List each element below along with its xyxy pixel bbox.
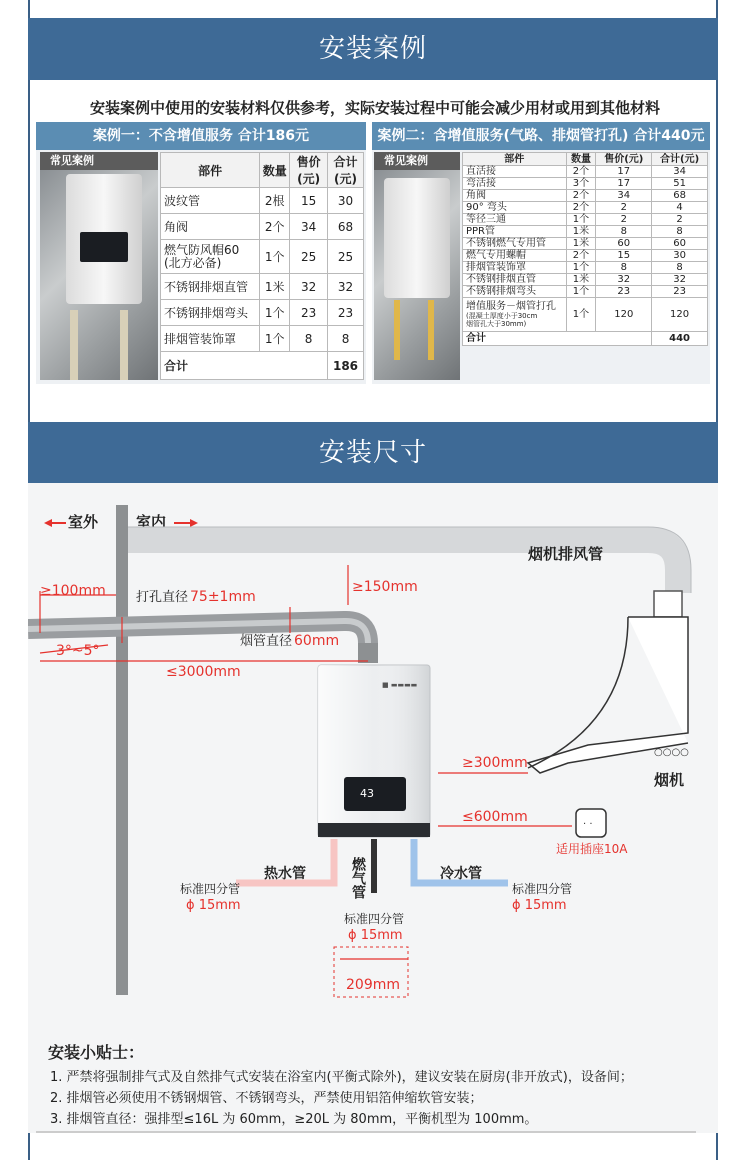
case1-header-qty: 数量: [260, 153, 290, 188]
case2-cell: 17: [596, 178, 652, 190]
hood-chimney: [654, 591, 682, 617]
case2-cell: 120: [652, 298, 708, 332]
case2-photo-label: 常见案例: [374, 152, 460, 170]
case2-cell: 34: [596, 190, 652, 202]
wall: [116, 505, 128, 995]
tip-item-1: 1. 严禁将强制排气式及自然排气式安装在浴室内(平衡式除外)，建议安装在厨房(非开放式)，设备间；: [50, 1070, 633, 1085]
case2-cell: 8: [652, 262, 708, 274]
case1-total-label: 合计: [161, 352, 328, 380]
case1-cell: 2个: [260, 214, 290, 240]
case2-cell: 8: [652, 226, 708, 238]
case2-service-note1: (混凝土厚度小于30cm: [466, 311, 538, 320]
heater-display: [344, 777, 406, 811]
case1-cell: 23: [290, 300, 328, 326]
case2-cell: 68: [652, 190, 708, 202]
outdoor-label: 室外: [68, 513, 99, 531]
case1-title: 案例一：不含增值服务 合计186元: [36, 122, 366, 150]
table-row: [463, 178, 708, 190]
case1-cell: 32: [290, 274, 328, 300]
case1-cell: 1个: [260, 240, 290, 274]
gap-wall-label: ≥100mm: [40, 583, 106, 599]
case2-cell: 等径三通: [463, 214, 567, 226]
case2-cell: 1个: [566, 262, 596, 274]
heater-display-readout: 43: [360, 787, 374, 800]
table-row: [161, 300, 364, 326]
section-title-cases: 安装案例: [318, 34, 427, 64]
case2-cell: 30: [652, 250, 708, 262]
case2-service-cell: [463, 298, 567, 332]
flue-connector: [358, 643, 378, 663]
case2-cell: 2个: [566, 166, 596, 178]
case1-total-value: 186: [328, 352, 364, 380]
case1-header-part: 部件: [161, 153, 260, 188]
case2-cell: 2个: [566, 250, 596, 262]
case2-cell: 34: [652, 166, 708, 178]
table-row: [463, 238, 708, 250]
hole-value: 75±1mm: [190, 589, 256, 605]
hole-label: 打孔直径: [136, 590, 189, 605]
case1-cell: 2根: [260, 188, 290, 214]
table-row: [463, 202, 708, 214]
table-row: [463, 190, 708, 202]
case2-card: [372, 122, 710, 384]
case2-header-price: 售价(元): [596, 153, 652, 166]
table-row: [161, 326, 364, 352]
case2-photo: [374, 170, 460, 380]
case1-header-price: 售价(元): [290, 153, 328, 188]
case2-cell: 2个: [566, 202, 596, 214]
case1-cell: 25: [328, 240, 364, 274]
heater-logo: ■ ▬▬▬▬: [382, 681, 418, 689]
tip-item-2: 2. 排烟管必须使用不锈钢烟管、不锈钢弯头，严禁使用铝箔伸缩软管安装；: [50, 1091, 483, 1106]
case2-cell: 23: [596, 286, 652, 298]
case1-cell: 68: [328, 214, 364, 240]
case1-heater-display: [80, 232, 128, 262]
case2-cell: 8: [596, 262, 652, 274]
indoor-label: 室内: [136, 513, 167, 531]
case2-cell: 不锈钢排烟弯头: [463, 286, 567, 298]
case2-cell: 4: [652, 202, 708, 214]
case1-cell: 25: [290, 240, 328, 274]
case1-cell: 1米: [260, 274, 290, 300]
case2-cell: 2: [596, 214, 652, 226]
case2-title: 案例二：含增值服务(气路、排烟管打孔) 合计440元: [372, 122, 710, 150]
case2-cell: 2: [596, 202, 652, 214]
case2-cell: 2个: [566, 190, 596, 202]
case1-cell: 30: [328, 188, 364, 214]
case2-cell: 弯活接: [463, 178, 567, 190]
cold-phi: ϕ 15mm: [512, 898, 567, 913]
cold-pipe-label: 冷水管: [440, 866, 482, 882]
gas-phi: ϕ 15mm: [348, 928, 403, 943]
table-row: [463, 286, 708, 298]
case2-cell: 120: [596, 298, 652, 332]
hot-pipe-label: 热水管: [264, 866, 306, 882]
case1-cell: 1个: [260, 300, 290, 326]
table-row: [463, 274, 708, 286]
case2-cell: 15: [596, 250, 652, 262]
tip-item-3: 3. 排烟管直径：强排型≤16L 为 60mm，≥20L 为 80mm，平衡机型为 100mm。: [50, 1112, 538, 1127]
case2-pipe-image: [394, 300, 400, 360]
case2-cell: 1个: [566, 286, 596, 298]
span-label: 209mm: [346, 977, 400, 993]
above-gap-label: ≥150mm: [352, 579, 418, 595]
case2-cell: 角阀: [463, 190, 567, 202]
pipe-diam-label: 烟管直径: [240, 634, 293, 649]
case2-cell: 不锈钢燃气专用管: [463, 238, 567, 250]
case2-cell: 1个: [566, 214, 596, 226]
case1-photo-label: 常见案例: [40, 152, 158, 170]
case2-service-name: 增值服务－烟管打孔: [466, 300, 556, 312]
case2-cell: 60: [652, 238, 708, 250]
case2-cell: 90° 弯头: [463, 202, 567, 214]
case1-cell: 燃气防风帽60 (北方必备): [161, 240, 260, 274]
case1-cell: 角阀: [161, 214, 260, 240]
table-row-total: [161, 352, 364, 380]
case1-cell: 排烟管装饰罩: [161, 326, 260, 352]
case2-cell: 23: [652, 286, 708, 298]
case2-header-sum: 合计(元): [652, 153, 708, 166]
case1-cell: 不锈钢排烟弯头: [161, 300, 260, 326]
notice-text: 安装案例中使用的安装材料仅供参考，实际安装过程中可能会减少用材或用到其他材料: [89, 99, 660, 117]
case2-pipe-image-2: [428, 300, 434, 360]
case1-pipe-image-2: [120, 310, 128, 380]
case1-cell: 8: [290, 326, 328, 352]
case2-heater-image: [384, 178, 450, 298]
case2-header-part: 部件: [463, 153, 567, 166]
case2-total-value: 440: [652, 332, 708, 346]
table-row: [463, 262, 708, 274]
case1-cell: 不锈钢排烟直管: [161, 274, 260, 300]
case2-cell: 燃气专用螺帽: [463, 250, 567, 262]
socket-label: 适用插座10A: [556, 842, 628, 856]
water-heater-shading: [318, 665, 430, 837]
section-banner-cases: [28, 18, 718, 80]
case2-service-note2: 烟管孔大于30mm): [466, 319, 527, 328]
case2-cell: 排烟管装饰罩: [463, 262, 567, 274]
case2-cell: 32: [596, 274, 652, 286]
bottom-rule: [36, 1131, 696, 1133]
case2-cell: 17: [596, 166, 652, 178]
table-row: [463, 214, 708, 226]
pipe-diam-value: 60mm: [294, 633, 340, 649]
table-row: [463, 226, 708, 238]
table-row: [161, 240, 364, 274]
case2-cell: 1米: [566, 274, 596, 286]
max-len-label: ≤3000mm: [166, 664, 241, 680]
tips-title: 安装小贴士：: [48, 1043, 145, 1062]
duct-label: 烟机排风管: [528, 545, 604, 563]
case2-cell: 1个: [566, 298, 596, 332]
section-title-size: 安装尺寸: [318, 438, 427, 468]
cold-std-pipe: 标准四分管: [512, 882, 573, 896]
case2-header-qty: 数量: [566, 153, 596, 166]
case1-cell: 8: [328, 326, 364, 352]
hot-phi: ϕ 15mm: [186, 898, 241, 913]
case1-cell: 15: [290, 188, 328, 214]
case1-card: [36, 122, 366, 384]
table-row: [463, 250, 708, 262]
case2-cell: 32: [652, 274, 708, 286]
case2-cell: 2: [652, 214, 708, 226]
hot-std-pipe: 标准四分管: [180, 882, 241, 896]
socket-holes-icon: · ·: [583, 819, 593, 830]
case1-cell: 1个: [260, 326, 290, 352]
table-row: [463, 166, 708, 178]
case1-cell: 34: [290, 214, 328, 240]
hood-label: 烟机: [654, 771, 685, 789]
case1-pipe-image: [70, 310, 78, 380]
gas-std-pipe: 标准四分管: [344, 912, 405, 926]
case1-cell: 32: [328, 274, 364, 300]
case1-photo: [40, 170, 158, 380]
case2-cell: PPR管: [463, 226, 567, 238]
case2-cell: 直活接: [463, 166, 567, 178]
hood-gap-label: ≥300mm: [462, 755, 528, 771]
table-row-service: [463, 298, 708, 332]
case2-total-label: 合计: [463, 332, 652, 346]
case1-cell: 23: [328, 300, 364, 326]
table-row: [161, 188, 364, 214]
table-row: [161, 214, 364, 240]
case1-cell: 波纹管: [161, 188, 260, 214]
case1-table: [160, 152, 364, 380]
table-row: [161, 274, 364, 300]
gas-pipe-label: 燃气管: [350, 857, 366, 899]
case2-cell: 不锈钢排烟直管: [463, 274, 567, 286]
case2-cell: 51: [652, 178, 708, 190]
socket-gap-label: ≤600mm: [462, 809, 528, 825]
case2-cell: 1米: [566, 238, 596, 250]
table-row-total: [463, 332, 708, 346]
case2-cell: 3个: [566, 178, 596, 190]
heater-base: [318, 823, 430, 837]
case2-cell: 1米: [566, 226, 596, 238]
case2-cell: 8: [596, 226, 652, 238]
slope-label: 3°~5°: [56, 643, 100, 659]
section-banner-size: [28, 422, 718, 484]
case1-header-sum: 合计(元): [328, 153, 364, 188]
case2-cell: 60: [596, 238, 652, 250]
installation-diagram: [28, 483, 718, 1133]
hood-buttons: ○○○○: [654, 747, 689, 758]
case2-table: [462, 152, 708, 346]
